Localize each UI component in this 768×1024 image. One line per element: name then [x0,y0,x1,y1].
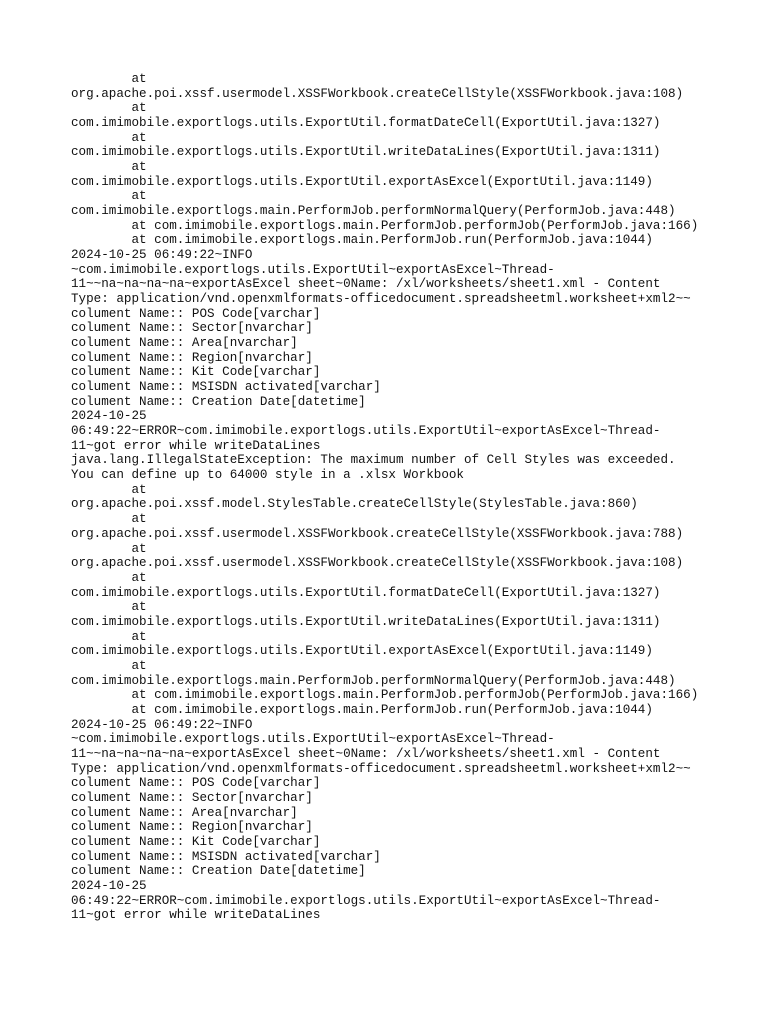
log-line: org.apache.poi.xssf.model.StylesTable.createCellStyle(StylesTable.java:860) [71,497,638,512]
log-line: at [71,600,147,615]
log-line: at [71,160,147,175]
log-line: colument Name:: POS Code[varchar] [71,306,321,321]
log-line: com.imimobile.exportlogs.utils.ExportUtil.formatDateCell(ExportUtil.java:1327) [71,116,661,131]
log-line: at com.imimobile.exportlogs.main.PerformJob.run(PerformJob.java:1044) [71,233,653,248]
log-line: 2024-10-25 06:49:22~INFO [71,248,253,263]
log-line: org.apache.poi.xssf.usermodel.XSSFWorkbook.createCellStyle(XSSFWorkbook.java:108) [71,556,684,571]
log-line: colument Name:: MSISDN activated[varchar] [71,380,381,395]
log-line: at [71,512,147,527]
log-line: com.imimobile.exportlogs.utils.ExportUtil.writeDataLines(ExportUtil.java:1311) [71,614,661,629]
log-line: at [71,189,147,204]
log-line: com.imimobile.exportlogs.utils.ExportUtil.exportAsExcel(ExportUtil.java:1149) [71,644,653,659]
log-line: colument Name:: Region[nvarchar] [71,350,313,365]
log-line: at [71,658,147,673]
log-line: Type: application/vnd.openxmlformats-officedocument.spreadsheetml.worksheet+xml2~~ [71,761,691,776]
log-line: com.imimobile.exportlogs.main.PerformJob.performNormalQuery(PerformJob.java:448) [71,204,676,219]
log-line: org.apache.poi.xssf.usermodel.XSSFWorkbook.createCellStyle(XSSFWorkbook.java:108) [71,86,684,101]
log-line: 06:49:22~ERROR~com.imimobile.exportlogs.utils.ExportUtil~exportAsExcel~Thread- [71,893,661,908]
log-line: at [71,570,147,585]
log-line: at [71,130,147,145]
log-line: You can define up to 64000 style in a .xlsx Workbook [71,468,464,483]
log-line: 11~got error while writeDataLines [71,908,321,923]
log-line: com.imimobile.exportlogs.utils.ExportUtil.writeDataLines(ExportUtil.java:1311) [71,145,661,160]
log-line: at com.imimobile.exportlogs.main.PerformJob.performJob(PerformJob.java:166) [71,218,699,233]
log-line: 11~got error while writeDataLines [71,438,321,453]
log-line: at com.imimobile.exportlogs.main.PerformJob.performJob(PerformJob.java:166) [71,688,699,703]
log-line: colument Name:: Kit Code[varchar] [71,834,321,849]
log-text-block [71,72,761,923]
log-line: com.imimobile.exportlogs.utils.ExportUtil.exportAsExcel(ExportUtil.java:1149) [71,174,653,189]
log-line: org.apache.poi.xssf.usermodel.XSSFWorkbook.createCellStyle(XSSFWorkbook.java:788) [71,526,684,541]
log-line: colument Name:: Sector[nvarchar] [71,321,313,336]
log-line: 2024-10-25 [71,409,147,424]
log-line: colument Name:: Creation Date[datetime] [71,864,366,879]
log-line: colument Name:: Area[nvarchar] [71,805,298,820]
log-line: com.imimobile.exportlogs.main.PerformJob.performNormalQuery(PerformJob.java:448) [71,673,676,688]
log-line: 11~~na~na~na~na~exportAsExcel sheet~0Name: /xl/worksheets/sheet1.xml - Content [71,746,661,761]
log-line: 06:49:22~ERROR~com.imimobile.exportlogs.utils.ExportUtil~exportAsExcel~Thread- [71,424,661,439]
log-line: 11~~na~na~na~na~exportAsExcel sheet~0Name: /xl/worksheets/sheet1.xml - Content [71,277,661,292]
log-line: colument Name:: Sector[nvarchar] [71,790,313,805]
log-line: ~com.imimobile.exportlogs.utils.ExportUtil~exportAsExcel~Thread- [71,262,555,277]
log-line: at com.imimobile.exportlogs.main.PerformJob.run(PerformJob.java:1044) [71,702,653,717]
log-line: colument Name:: Creation Date[datetime] [71,394,366,409]
log-line: Type: application/vnd.openxmlformats-officedocument.spreadsheetml.worksheet+xml2~~ [71,292,691,307]
log-line: ~com.imimobile.exportlogs.utils.ExportUtil~exportAsExcel~Thread- [71,732,555,747]
log-line: 2024-10-25 [71,878,147,893]
log-line: colument Name:: MSISDN activated[varchar] [71,849,381,864]
log-line: com.imimobile.exportlogs.utils.ExportUtil.formatDateCell(ExportUtil.java:1327) [71,585,661,600]
log-line: at [71,482,147,497]
log-line: colument Name:: Region[nvarchar] [71,820,313,835]
log-line: colument Name:: Kit Code[varchar] [71,365,321,380]
log-line: 2024-10-25 06:49:22~INFO [71,717,253,732]
log-line: colument Name:: Area[nvarchar] [71,336,298,351]
log-line: at [71,101,147,116]
log-line: at [71,629,147,644]
log-line: at [71,72,147,86]
log-line: java.lang.IllegalStateException: The maximum number of Cell Styles was exceeded. [71,453,676,468]
log-line: colument Name:: POS Code[varchar] [71,776,321,791]
log-line: at [71,541,147,556]
